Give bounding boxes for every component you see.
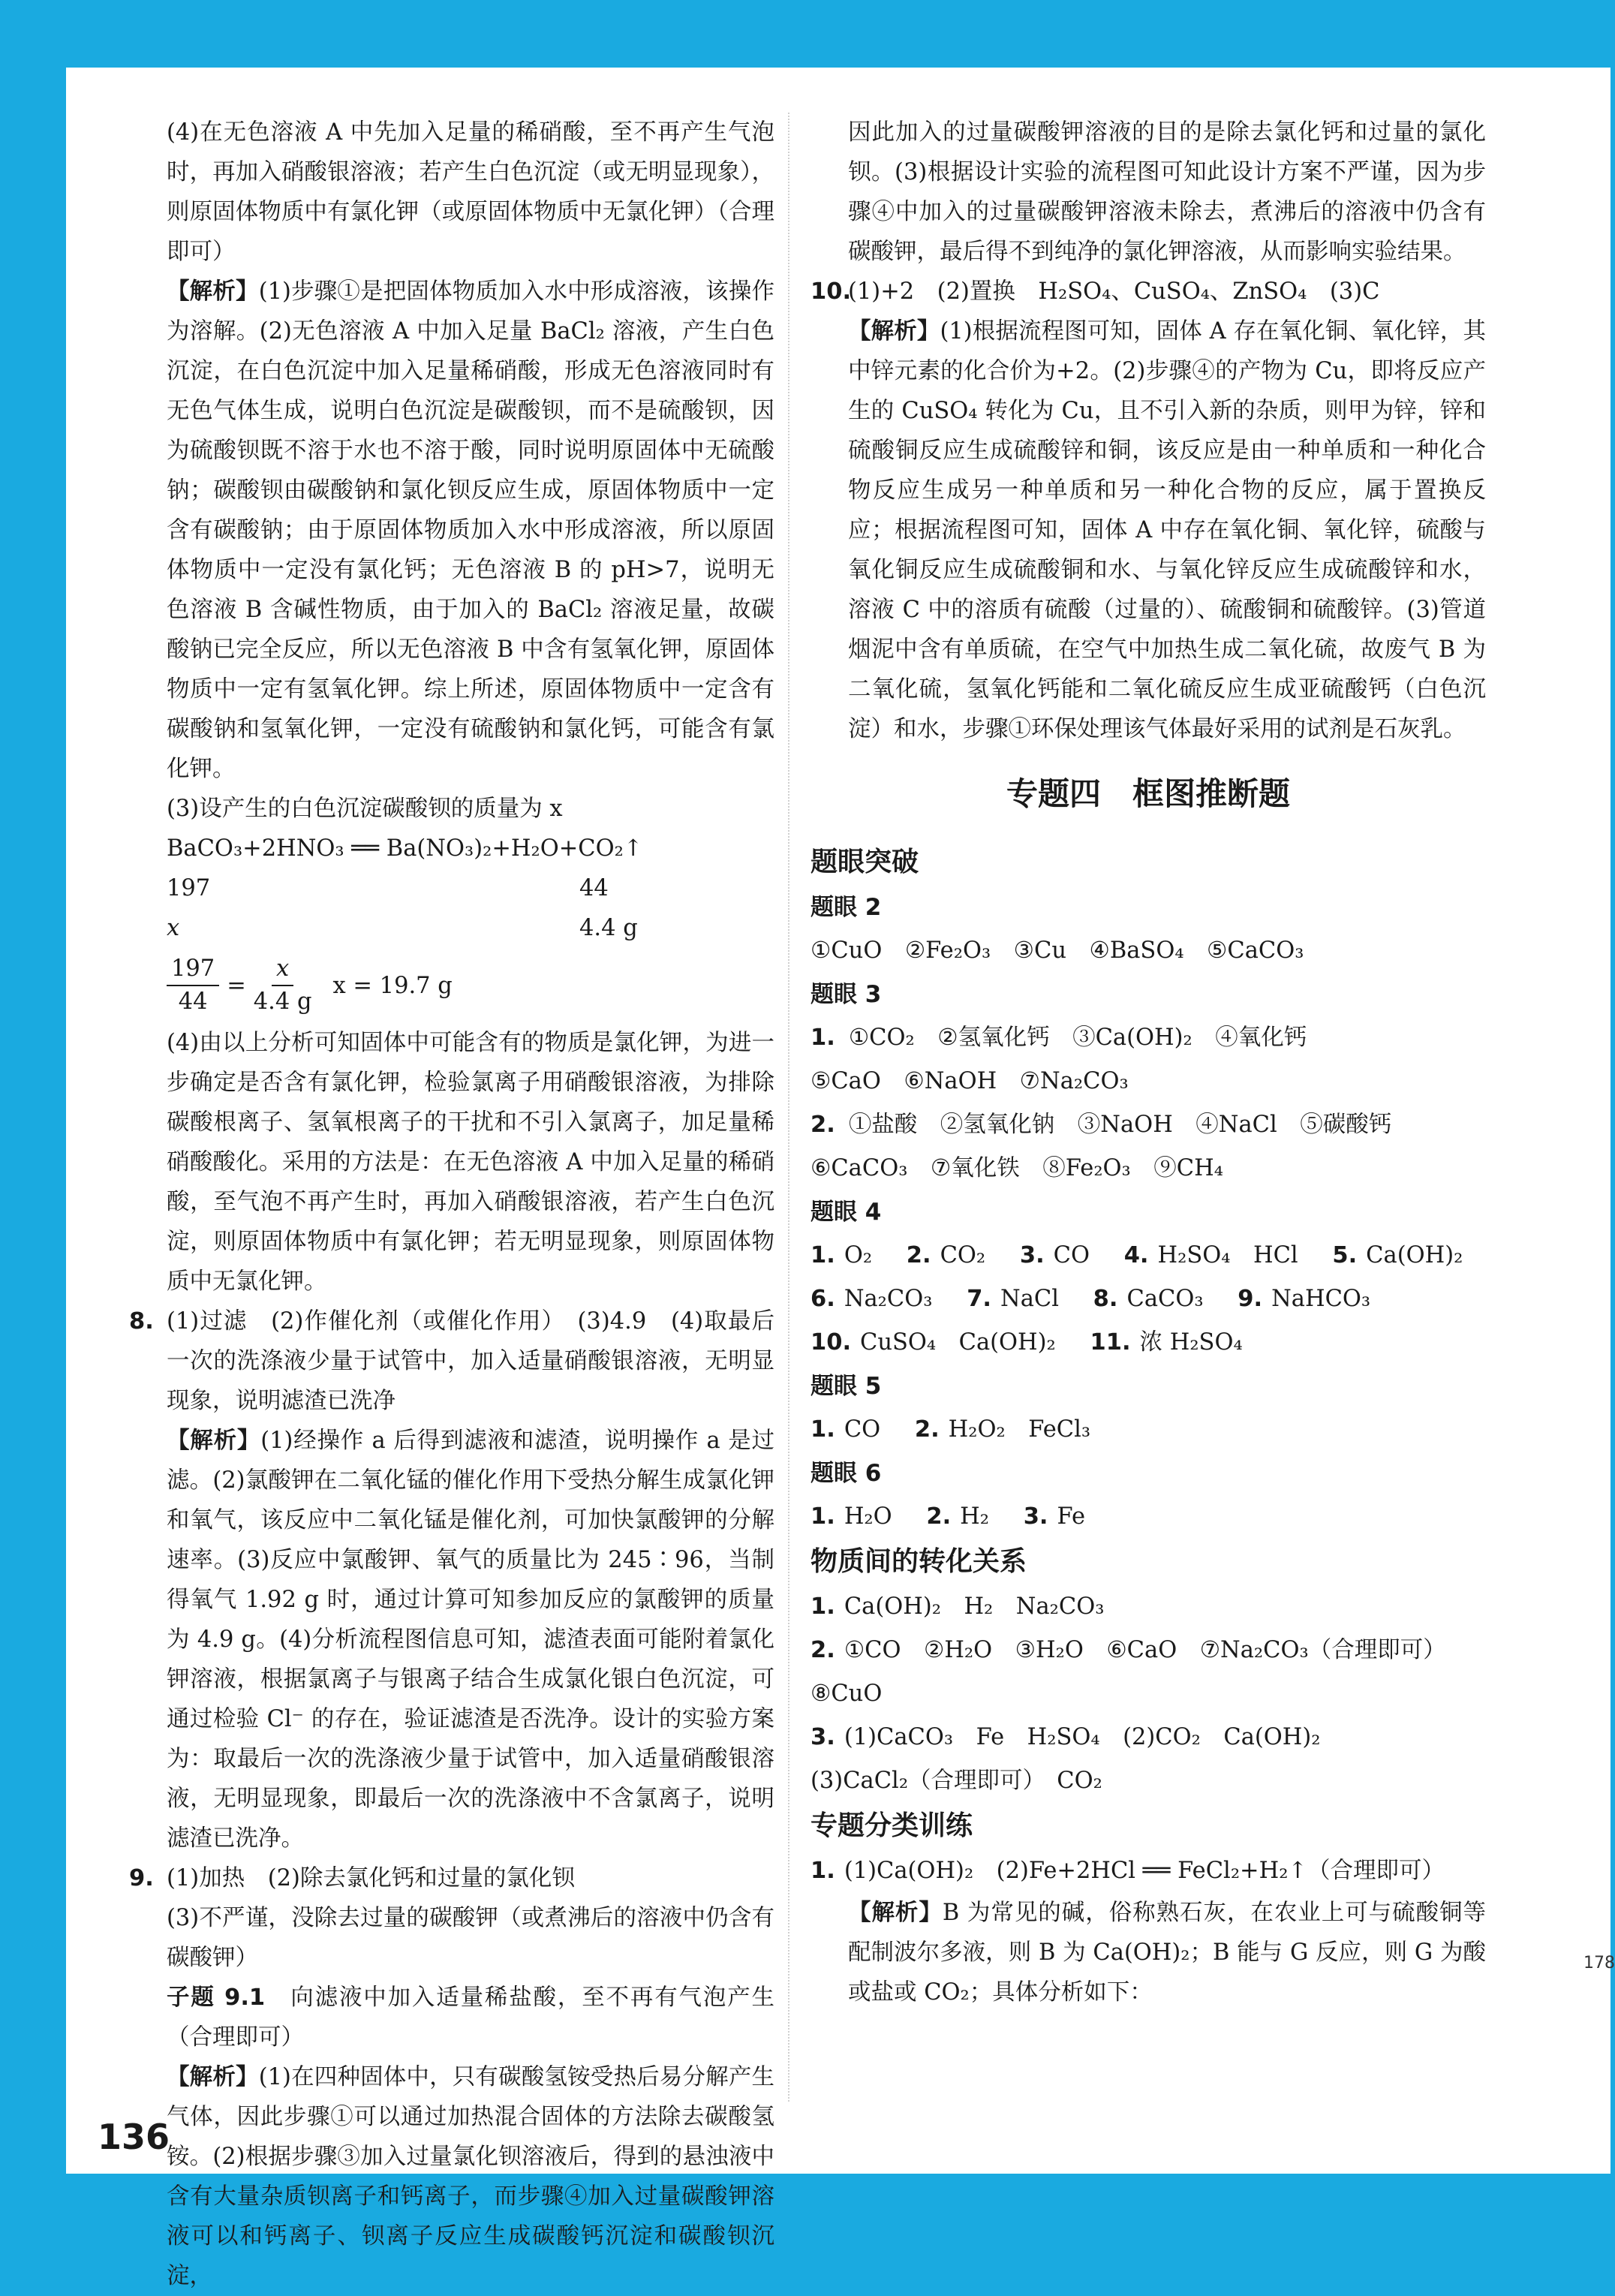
left-column [129, 113, 774, 2296]
page-number-left: 136 [98, 2117, 170, 2157]
sub-question-9-1: 子题 9.1 向滤液中加入适量稀盐酸，至不再有气泡产生（合理即可） [167, 1985, 775, 2051]
chemical-equation: BaCO₃+2HNO₃ ══ Ba(NO₃)₂+H₂O+CO₂↑ [167, 835, 643, 862]
right-column [811, 113, 1486, 2012]
tiyan-4-row2: 6. Na₂CO₃ 7. NaCl 8. CaCO₃ 9. NaHCO₃ [811, 1286, 1371, 1312]
mass-row: x 4.4 g [167, 915, 638, 941]
q7-analysis-part3: (3)设产生的白色沉淀碳酸钡的质量为 x [167, 796, 563, 822]
q9-analysis-continued: 因此加入的过量碳酸钾溶液的目的是除去氯化钙和过量的氯化钡。(3)根据设计实验的流程图可知此设计方案不严谨，因为步骤④中加入的过量碳酸钾溶液未除去，煮沸后的溶液中仍含有碳酸钾，最后得不到纯净的氯化钾溶液，从而影响实验结果。 [848, 119, 1486, 265]
molar-mass-row: 197 44 [167, 875, 609, 901]
page-number-right: 178 [1583, 1954, 1615, 1973]
training-q1: 1. (1)Ca(OH)₂ (2)Fe+2HCl ══ FeCl₂+H₂↑（合理即可） [811, 1858, 1445, 1884]
transform-q2-cont: ⑧CuO [811, 1681, 883, 1707]
tiyan-4-row3: 10. CuSO₄ Ca(OH)₂ 11. 浓 H₂SO₄ [811, 1329, 1243, 1356]
question-9: 9. (1)加热 (2)除去氯化钙和过量的氯化钡 (3)不严谨，没除去过量的碳酸钾（或煮沸后的溶液中仍含有碳酸钾） 子题 9.1 向滤液中加入适量稀盐酸，至不再有气泡产生（合理即可） 【解析】(1)在四种固体中，只有碳酸氢铵受热后易分解产生气体，因此步骤①可以通过加热混合固体的方法除去碳酸氢铵。(2)根据步骤③加入过量氯化钡溶液后，得到的悬浊液中含有大量杂质钡离子和钙离子，而步骤④加入过量碳酸钾溶液可以和钙离子、钡离子反应生成碳酸钙沉淀和碳酸钡沉淀， [129, 1858, 774, 2296]
q7-part4-answer: (4)在无色溶液 A 中先加入足量的稀硝酸，至不再产生气泡时，再加入硝酸银溶液；若产生白色沉淀（或无明显现象），则原固体物质中有氯化钾（或原固体物质中无氯化钾）（合理即可） [167, 119, 774, 265]
transform-q3-cont: (3)CaCl₂（合理即可） CO₂ [811, 1768, 1102, 1794]
q8-analysis: 【解析】(1)经操作 a 后得到滤液和滤渣，说明操作 a 是过滤。(2)氯酸钾在二氧化锰的催化作用下受热分解生成氯化钾和氧气，该反应中二氧化锰是催化剂，可加快氯酸钾的分解速率。(3)反应中氯酸钾、氧气的质量比为 245∶96，当制得氧气 1.92 g 时，通过计算可知参加反应的氯酸钾的质量为 4.9 g。(4)分析流程图信息可知，滤渣表面可能附着氯化钾溶液，根据氯离子与银离子结合生成氯化银白色沉淀，可通过检验 Cl⁻ 的存在，验证滤渣是否洗净。设计的实验方案为：取最后一次的洗涤液少量于试管中，加入适量硝酸银溶液，无明显现象，即最后一次的洗涤液中不含氯离子，说明滤渣已洗净。 [167, 1428, 775, 1852]
question-10: 10. (1)+2 (2)置换 H₂SO₄、CuSO₄、ZnSO₄ (3)C 【解析】(1)根据流程图可知，固体 A 存在氧化铜、氧化锌，其中锌元素的化合价为+2。(2)步骤④的产物为 Cu，即将反应产生的 CuSO₄ 转化为 Cu，且不引入新的杂质，则甲为锌，锌和硫酸铜反应生成硫酸锌和铜，该反应是由一种单质和一种化合物反应生成另一种单质和另一种化合物的反应，属于置换反应；根据流程图可知，固体 A 中存在氧化铜、氧化锌，硫酸与氧化铜反应生成硫酸铜和水、与氧化锌反应生成硫酸锌和水，溶液 C 中的溶质有硫酸（过量的）、硫酸铜和硫酸锌。(3)管道烟泥中含有单质硫，在空气中加热生成二氧化硫，故废气 B 为二氧化硫，氢氧化钙能和二氧化硫反应生成亚硫酸钙（白色沉淀）和水，步骤①环保处理该气体最好采用的试剂是石灰乳。 [811, 272, 1486, 749]
tiyan-4-row1: 1. O₂ 2. CO₂ 3. CO 4. H₂SO₄ HCl 5. Ca(OH)₂ [811, 1242, 1463, 1268]
transform-q3: 3. (1)CaCO₃ Fe H₂SO₄ (2)CO₂ Ca(OH)₂ [811, 1724, 1321, 1750]
q10-analysis: 【解析】(1)根据流程图可知，固体 A 存在氧化铜、氧化锌，其中锌元素的化合价为+2。(2)步骤④的产物为 Cu，即将反应产生的 CuSO₄ 转化为 Cu，且不引入新的杂质，则甲为锌，锌和硫酸铜反应生成硫酸锌和铜，该反应是由一种单质和一种化合物反应生成另一种单质和另一种化合物的反应，属于置换反应；根据流程图可知，固体 A 中存在氧化铜、氧化锌，硫酸与氧化铜反应生成硫酸铜和水、与氧化锌反应生成硫酸锌和水，溶液 C 中的溶质有硫酸（过量的）、硫酸铜和硫酸锌。(3)管道烟泥中含有单质硫，在空气中加热生成二氧化硫，故废气 B 为二氧化硫，氢氧化钙能和二氧化硫反应生成亚硫酸钙（白色沉淀）和水，步骤①环保处理该气体最好采用的试剂是石灰乳。 [848, 318, 1487, 742]
subheading-tiyan-3: 题眼 3 [811, 981, 882, 1008]
section-heading-breakthrough: 题眼突破 [811, 847, 919, 877]
tiyan-3-q2: 2. ①盐酸 ②氢氧化钠 ③NaOH ④NaCl ⑤碳酸钙 [811, 1112, 1392, 1138]
tiyan-5-row1: 1. CO 2. H₂O₂ FeCl₃ [811, 1416, 1091, 1443]
tiyan-2-answers: ①CuO ②Fe₂O₃ ③Cu ④BaSO₄ ⑤CaCO₃ [811, 937, 1304, 964]
result: x = 19.7 g [332, 972, 453, 999]
tiyan-3-q1: 1. ①CO₂ ②氢氧化钙 ③Ca(OH)₂ ④氧化钙 [811, 1025, 1307, 1051]
column-divider [788, 113, 789, 2102]
tiyan-6-row1: 1. H₂O 2. H₂ 3. Fe [811, 1503, 1086, 1530]
transform-q1: 1. Ca(OH)₂ H₂ Na₂CO₃ [811, 1593, 1105, 1620]
analysis-label: 【解析】 [167, 278, 259, 305]
question-8: 8. (1)过滤 (2)作催化剂（或催化作用） (3)4.9 (4)取最后一次的洗涤液少量于试管中，加入适量硝酸银溶液，无明显现象，说明滤渣已洗净 【解析】(1)经操作 a 后得到滤液和滤渣，说明操作 a 是过滤。(2)氯酸钾在二氧化锰的催化作用下受热分解生成氯化钾和氧气，该反应中二氧化锰是催化剂，可加快氯酸钾的分解速率。(3)反应中氯酸钾、氧气的质量比为 245∶96，当制得氧气 1.92 g 时，通过计算可知参加反应的氯酸钾的质量为 4.9 g。(4)分析流程图信息可知，滤渣表面可能附着氯化钾溶液，根据氯离子与银离子结合生成氯化银白色沉淀，可通过检验 Cl⁻ 的存在，验证滤渣是否洗净。设计的实验方案为：取最后一次的洗涤液少量于试管中，加入适量硝酸银溶液，无明显现象，即最后一次的洗涤液中不含氯离子，说明滤渣已洗净。 [129, 1301, 774, 1858]
subheading-tiyan-4: 题眼 4 [811, 1199, 882, 1226]
topic-title: 专题四 框图推断题 [1006, 775, 1290, 812]
subheading-tiyan-2: 题眼 2 [811, 894, 882, 921]
training-q1-analysis: 【解析】B 为常见的碱，俗称熟石灰，在农业上可与硫酸铜等配制波尔多液，则 B 为 Ca(OH)₂；B 能与 G 反应，则 G 为酸或盐或 CO₂；具体分析如下： [848, 1900, 1487, 2006]
q9-analysis: 【解析】(1)在四种固体中，只有碳酸氢铵受热后易分解产生气体，因此步骤①可以通过加热混合固体的方法除去碳酸氢铵。(2)根据步骤③加入过量氯化钡溶液后，得到的悬浊液中含有大量杂质钡离子和钙离子，而步骤④加入过量碳酸钾溶液可以和钙离子、钡离子反应生成碳酸钙沉淀和碳酸钡沉淀， [167, 2064, 774, 2289]
section-heading-classified-training: 专题分类训练 [811, 1810, 973, 1841]
q7-analysis-part4: (4)由以上分析可知固体中可能含有的物质是氯化钾，为进一步确定是否含有氯化钾，检验氯离子用硝酸银溶液，为排除碳酸根离子、氢氧根离子的干扰和不引入氯离子，加足量稀硝酸酸化。采用的方法是：在无色溶液 A 中加入足量的稀硝酸，至气泡不再产生时，再加入硝酸银溶液，若产生白色沉淀，则原固体物质中有氯化钾；若无明显现象，则原固体物质中无氯化钾。 [167, 1030, 774, 1295]
tiyan-3-q2-cont: ⑥CaCO₃ ⑦氧化铁 ⑧Fe₂O₃ ⑨CH₄ [811, 1155, 1223, 1181]
fraction-left: $\frac{197}{44}$ [167, 953, 219, 1018]
subheading-tiyan-6: 题眼 6 [811, 1460, 882, 1487]
transform-q2: 2. ①CO ②H₂O ③H₂O ⑥CaO ⑦Na₂CO₃（合理即可） [811, 1637, 1446, 1663]
fraction-right: $\frac{x}{4.4 g}$ [254, 953, 312, 1018]
section-heading-transformations: 物质间的转化关系 [811, 1546, 1027, 1577]
proportion-equation: $\frac{197}{44}$ = $\frac{x}{4.4 g}$ x = 19.7 g [129, 948, 774, 1023]
tiyan-3-q1-cont: ⑤CaO ⑥NaOH ⑦Na₂CO₃ [811, 1068, 1129, 1094]
q7-analysis: 【解析】(1)步骤①是把固体物质加入水中形成溶液，该操作为溶解。(2)无色溶液 A 中加入足量 BaCl₂ 溶液，产生白色沉淀，在白色沉淀中加入足量稀硝酸，形成无色溶液同时有无色气体生成，说明白色沉淀是碳酸钡，而不是硫酸钡，因为硫酸钡既不溶于水也不溶于酸，同时说明原固体中无硫酸钠；碳酸钡由碳酸钠和氯化钡反应生成，原固体物质中一定含有碳酸钠；由于原固体物质加入水中形成溶液，所以原固体物质中一定没有氯化钙；无色溶液 B 的 pH>7，说明无色溶液 B 含碱性物质，由于加入的 BaCl₂ 溶液足量，故碳酸钠已完全反应，所以无色溶液 B 中含有氢氧化钾，原固体物质中一定有氢氧化钾。综上所述，原固体物质中一定含有碳酸钠和氢氧化钾，一定没有硫酸钠和氯化钙，可能含有氯化钾。 [167, 278, 774, 782]
subheading-tiyan-5: 题眼 5 [811, 1373, 882, 1400]
